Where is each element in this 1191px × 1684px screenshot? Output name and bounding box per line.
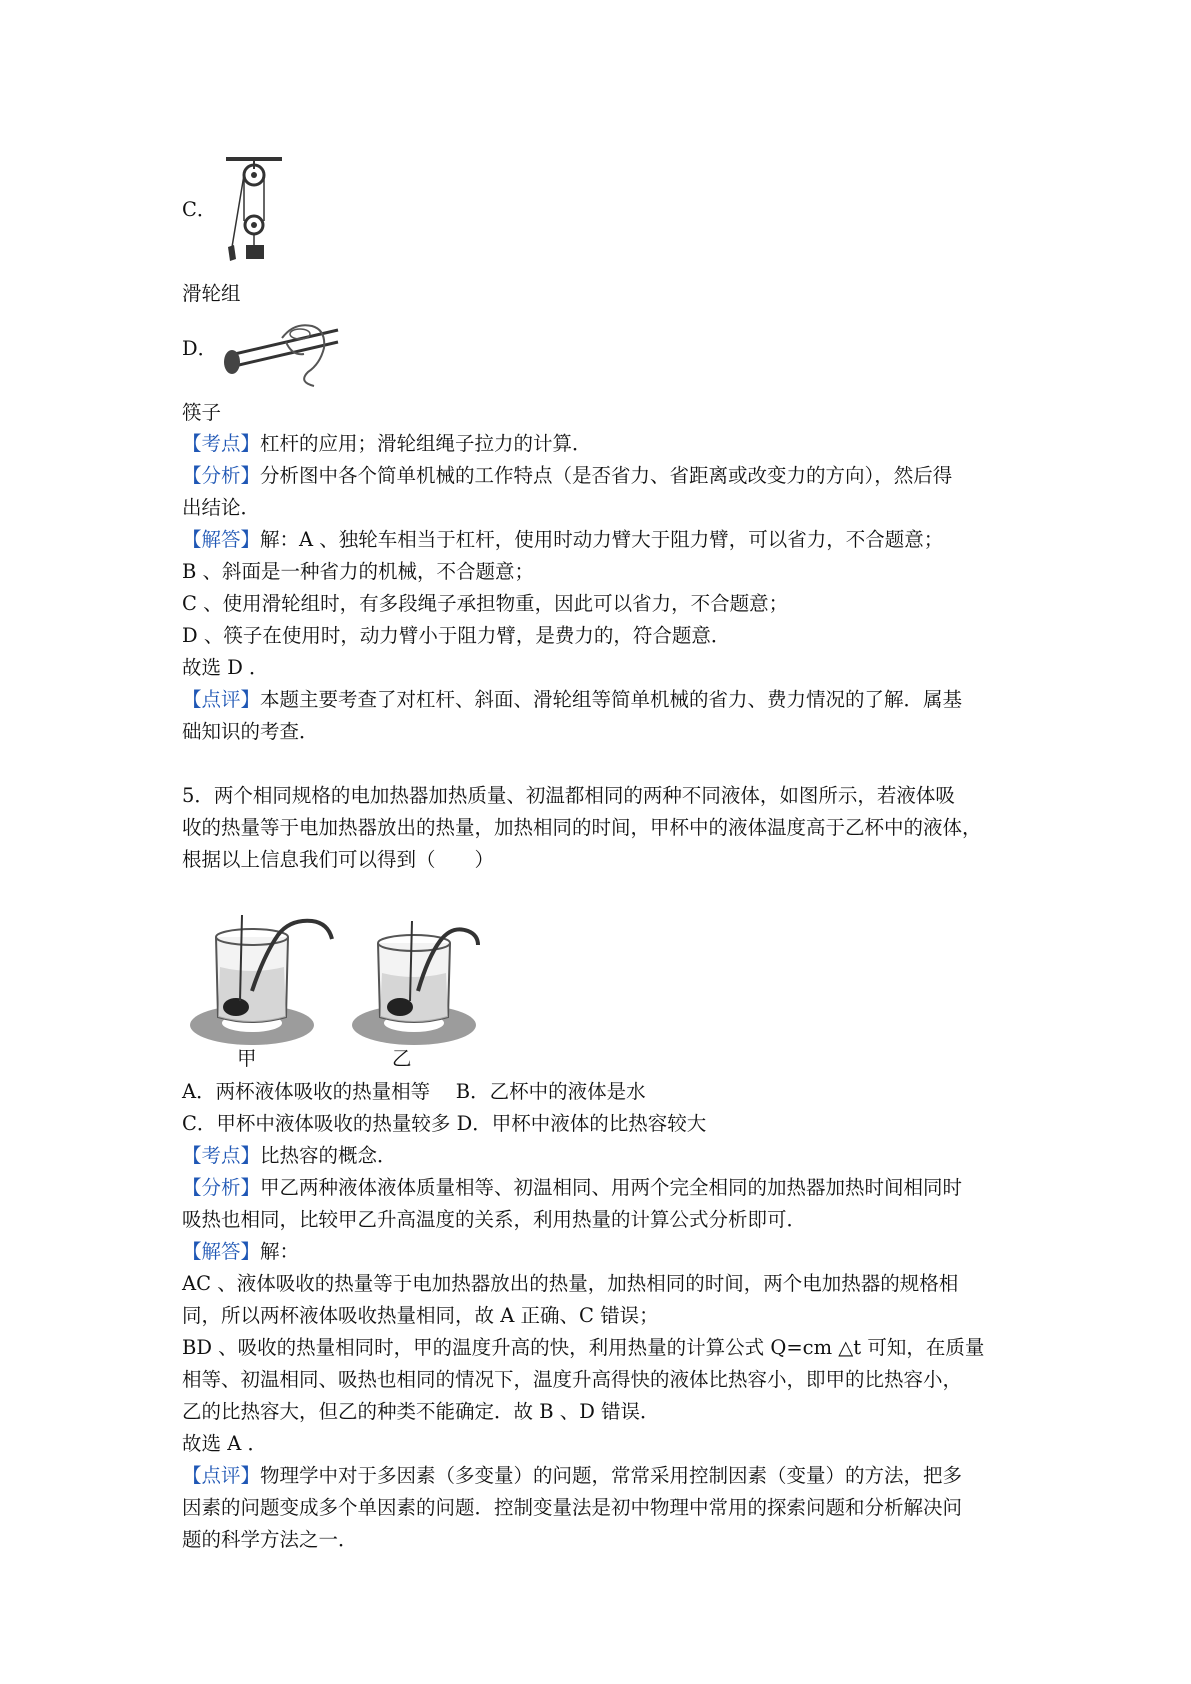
q4-fenxi-line2: 出结论． xyxy=(182,496,261,519)
pulley-system-icon xyxy=(224,155,284,265)
q5-jieda-line3: 同，所以两杯液体吸收热量相同，故 A 正确、C 错误； xyxy=(182,1304,659,1327)
fenxi-text: 甲乙两种液体液体质量相等、初温相同、用两个完全相同的加热器加热时间相同时 xyxy=(260,1176,963,1199)
q5-dianping-line2: 因素的问题变成多个单因素的问题．控制变量法是初中物理中常用的探索问题和分析解决问 xyxy=(182,1496,963,1519)
q5-fenxi-line2: 吸热也相同，比较甲乙升高温度的关系，利用热量的计算公式分析即可． xyxy=(182,1208,807,1231)
q5-stem-line1: 5．两个相同规格的电加热器加热质量、初温都相同的两种不同液体，如图所示，若液体吸 xyxy=(182,784,955,807)
q4-dianping-line2: 础知识的考查． xyxy=(182,720,319,743)
q5-options-line1: A．两杯液体吸收的热量相等 B．乙杯中的液体是水 xyxy=(182,1080,646,1103)
q5-jieda-line4: BD 、吸收的热量相同时，甲的温度升高的快，利用热量的计算公式 Q=cm △t 可知，在质量 xyxy=(182,1336,985,1359)
q5-jieda-line2: AC 、液体吸收的热量等于电加热器放出的热量，加热相同的时间，两个电加热器的规格相 xyxy=(182,1272,959,1295)
q4-jieda-line4: D 、筷子在使用时，动力臂小于阻力臂，是费力的，符合题意． xyxy=(182,624,731,647)
q4-fenxi xyxy=(182,462,952,490)
jieda-tag: 【解答】 xyxy=(182,1240,261,1263)
pulley-system-figure xyxy=(224,155,284,265)
option-c-label: C． xyxy=(182,198,217,221)
figure-label-yi: 乙 xyxy=(392,1047,412,1070)
kaodian-tag: 【考点】 xyxy=(182,432,261,455)
q4-kaodian xyxy=(182,430,592,458)
option-c-caption: 滑轮组 xyxy=(182,282,241,305)
option-d-caption: 筷子 xyxy=(182,401,222,424)
q5-stem-line3: 根据以上信息我们可以得到（ ） xyxy=(182,848,495,871)
q5-jieda-line7: 故选 A ． xyxy=(182,1432,267,1455)
jieda-text: 解：A 、独轮车相当于杠杆，使用时动力臂大于阻力臂，可以省力，不合题意； xyxy=(260,528,944,551)
q5-dianping xyxy=(182,1462,962,1490)
dianping-text: 物理学中对于多因素（多变量）的问题，常常采用控制因素（变量）的方法，把多 xyxy=(260,1464,963,1487)
beaker-figure xyxy=(182,905,482,1055)
q5-fenxi xyxy=(182,1174,962,1202)
dianping-tag: 【点评】 xyxy=(182,1464,261,1487)
kaodian-tag: 【考点】 xyxy=(182,1144,261,1167)
q4-jieda-line5: 故选 D ． xyxy=(182,656,269,679)
figure-label-jia: 甲 xyxy=(237,1047,257,1070)
q4-jieda-line2: B 、斜面是一种省力的机械，不合题意； xyxy=(182,560,535,583)
fenxi-tag: 【分析】 xyxy=(182,1176,261,1199)
q4-jieda-line3: C 、使用滑轮组时，有多段绳子承担物重，因此可以省力，不合题意； xyxy=(182,592,789,615)
q5-kaodian xyxy=(182,1142,397,1170)
beaker-heater-icon xyxy=(182,905,482,1055)
kaodian-text: 杠杆的应用；滑轮组绳子拉力的计算． xyxy=(260,432,592,455)
q4-dianping xyxy=(182,686,962,714)
dianping-text: 本题主要考查了对杠杆、斜面、滑轮组等简单机械的省力、费力情况的了解．属基 xyxy=(260,688,963,711)
jieda-text: 解： xyxy=(260,1240,300,1263)
q5-jieda-line6: 乙的比热容大，但乙的种类不能确定．故 B 、D 错误． xyxy=(182,1400,660,1423)
q5-jieda-line5: 相等、初温相同、吸热也相同的情况下，温度升高得快的液体比热容小，即甲的比热容小， xyxy=(182,1368,963,1391)
jieda-tag: 【解答】 xyxy=(182,528,261,551)
q5-options-line2: C．甲杯中液体吸收的热量较多 D．甲杯中液体的比热容较大 xyxy=(182,1112,707,1135)
dianping-tag: 【点评】 xyxy=(182,688,261,711)
kaodian-text: 比热容的概念． xyxy=(260,1144,397,1167)
q5-stem-line2: 收的热量等于电加热器放出的热量，加热相同的时间，甲杯中的液体温度高于乙杯中的液体， xyxy=(182,816,982,839)
chopsticks-icon xyxy=(222,316,342,388)
q5-jieda xyxy=(182,1238,299,1266)
q5-dianping-line3: 题的科学方法之一． xyxy=(182,1528,358,1551)
option-d-label: D． xyxy=(182,337,218,360)
fenxi-tag: 【分析】 xyxy=(182,464,261,487)
chopsticks-figure xyxy=(222,316,342,388)
fenxi-text: 分析图中各个简单机械的工作特点（是否省力、省距离或改变力的方向），然后得 xyxy=(260,464,953,487)
q4-jieda xyxy=(182,526,943,554)
